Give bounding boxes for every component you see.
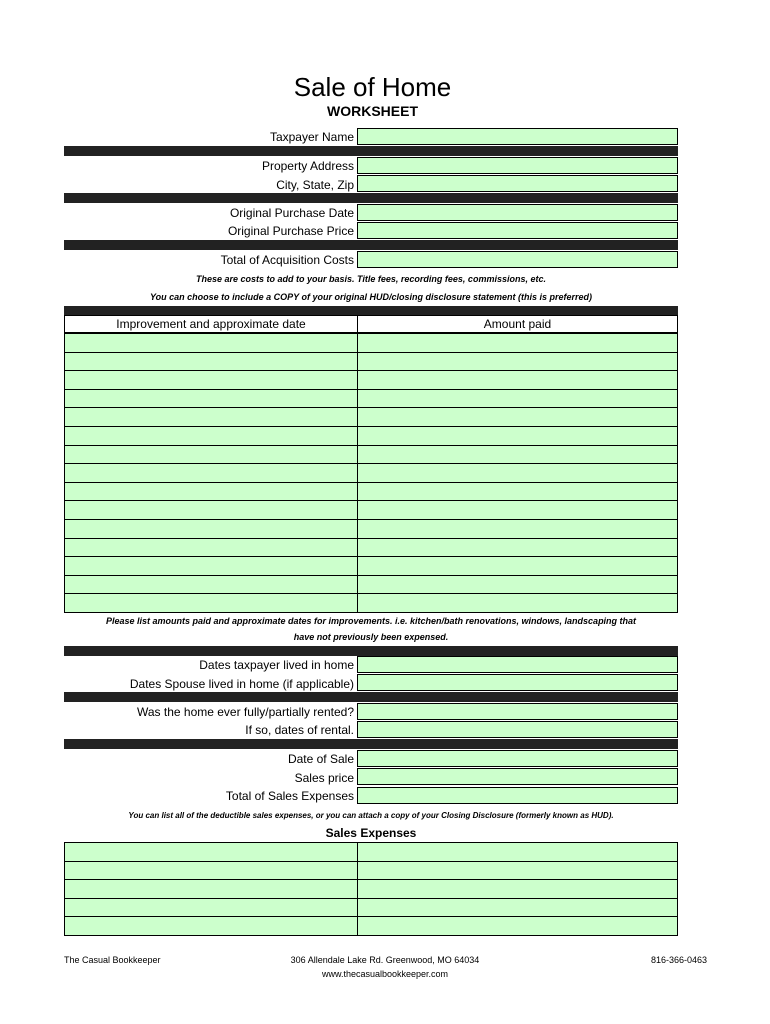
sales-expense-row [64,843,678,862]
improvement-description-cell[interactable] [64,426,358,446]
section-divider [64,146,678,156]
sales-expense-amount-cell[interactable] [357,842,678,862]
sales-expense-amount-cell[interactable] [357,861,678,881]
improvement-amount-cell[interactable] [357,519,678,539]
acquisition-note-line1: These are costs to add to your basis. Title fees, recording fees, commissions, etc. [196,274,546,284]
improvement-row [64,427,678,446]
sales-expense-description-cell[interactable] [64,898,358,918]
improvement-description-cell[interactable] [64,482,358,502]
sales-expense-amount-cell[interactable] [357,898,678,918]
improvement-description-cell[interactable] [64,519,358,539]
improvement-row [64,520,678,539]
dates-taxpayer-lived-field[interactable] [357,656,678,673]
sales-expenses-table [64,843,678,936]
improvement-description-cell[interactable] [64,575,358,595]
dates-of-rental-label: If so, dates of rental. [245,723,354,737]
sales-expense-amount-cell[interactable] [357,879,678,899]
improvement-description-cell[interactable] [64,370,358,390]
original-purchase-price-label: Original Purchase Price [227,224,354,238]
taxpayer-name-field[interactable] [357,128,678,145]
dates-spouse-lived-field[interactable] [357,674,678,691]
improvements-header-right: Amount paid [357,315,678,333]
total-acquisition-costs-label: Total of Acquisition Costs [220,253,354,267]
improvement-amount-cell[interactable] [357,370,678,390]
taxpayer-name-label: Taxpayer Name [269,130,354,144]
improvement-amount-cell[interactable] [357,426,678,446]
improvement-row [64,594,678,613]
improvement-row [64,408,678,427]
acquisition-note-line2: You can choose to include a COPY of your original HUD/closing disclosure statement (this is preferred) [149,292,593,302]
improvement-description-cell[interactable] [64,593,358,613]
date-of-sale-label: Date of Sale [287,752,354,766]
improvement-row [64,576,678,595]
improvement-amount-cell[interactable] [357,352,678,372]
date-of-sale-field[interactable] [357,750,678,767]
sales-expense-row [64,917,678,936]
improvements-table [64,334,678,613]
sales-expense-description-cell[interactable] [64,916,358,936]
sales-expenses-title: Sales Expenses [325,826,417,840]
improvement-amount-cell[interactable] [357,556,678,576]
improvement-amount-cell[interactable] [357,538,678,558]
total-acquisition-costs-field[interactable] [357,251,678,268]
footer-website[interactable]: www.thecasualbookkeeper.com [321,969,449,979]
rented-question-field[interactable] [357,703,678,720]
improvement-row [64,483,678,502]
improvement-amount-cell[interactable] [357,333,678,353]
rented-question-label: Was the home ever fully/partially rented? [137,705,354,719]
dates-taxpayer-lived-label: Dates taxpayer lived in home [199,658,354,672]
footer-company: The Casual Bookkeeper [64,955,161,965]
section-divider [64,193,678,203]
improvement-row [64,334,678,353]
sales-price-label: Sales price [294,771,354,785]
improvement-description-cell[interactable] [64,333,358,353]
improvements-header-left: Improvement and approximate date [64,315,358,333]
improvement-row [64,353,678,372]
improvement-description-cell[interactable] [64,445,358,465]
improvements-note-line1: Please list amounts paid and approximate dates for improvements. i.e. kitchen/bath renovations, windows, landscaping that [105,616,637,626]
footer-address: 306 Allendale Lake Rd. Greenwood, MO 64034 [290,955,480,965]
sales-expense-row [64,862,678,881]
improvement-row [64,539,678,558]
improvement-row [64,464,678,483]
improvement-amount-cell[interactable] [357,593,678,613]
improvement-description-cell[interactable] [64,389,358,409]
sales-expense-amount-cell[interactable] [357,916,678,936]
page-subtitle: WORKSHEET [327,103,418,119]
improvement-amount-cell[interactable] [357,500,678,520]
improvement-row [64,501,678,520]
sales-price-field[interactable] [357,768,678,785]
section-divider [64,646,678,656]
improvement-amount-cell[interactable] [357,389,678,409]
page-title: Sale of Home [293,72,452,102]
improvement-description-cell[interactable] [64,352,358,372]
section-divider [64,692,678,702]
improvement-description-cell[interactable] [64,407,358,427]
dates-of-rental-field[interactable] [357,721,678,738]
original-purchase-date-field[interactable] [357,204,678,221]
section-divider [64,739,678,749]
improvement-row [64,557,678,576]
improvement-amount-cell[interactable] [357,463,678,483]
sales-expense-row [64,899,678,918]
improvement-amount-cell[interactable] [357,575,678,595]
city-state-zip-label: City, State, Zip [276,178,354,192]
improvement-row [64,390,678,409]
improvement-amount-cell[interactable] [357,482,678,502]
total-sales-expenses-field[interactable] [357,787,678,804]
sales-expense-description-cell[interactable] [64,842,358,862]
sales-expense-description-cell[interactable] [64,861,358,881]
sales-expense-row [64,880,678,899]
section-divider [64,240,678,250]
sales-expense-description-cell[interactable] [64,879,358,899]
footer-phone: 816-366-0463 [650,955,707,965]
improvement-row [64,371,678,390]
dates-spouse-lived-label: Dates Spouse lived in home (if applicable) [129,677,354,691]
improvement-description-cell[interactable] [64,500,358,520]
improvement-description-cell[interactable] [64,463,358,483]
improvement-description-cell[interactable] [64,556,358,576]
city-state-zip-field[interactable] [357,175,678,192]
improvement-amount-cell[interactable] [357,445,678,465]
original-purchase-price-field[interactable] [357,222,678,239]
property-address-field[interactable] [357,157,678,174]
sales-expenses-note: You can list all of the deductible sales expenses, or you can attach a copy of your Closing Disclosure (formerly known as HUD). [128,811,614,820]
improvements-note-line2: have not previously been expensed. [293,632,449,642]
original-purchase-date-label: Original Purchase Date [229,206,354,220]
property-address-label: Property Address [261,159,354,173]
improvement-row [64,446,678,465]
improvement-amount-cell[interactable] [357,407,678,427]
improvement-description-cell[interactable] [64,538,358,558]
total-sales-expenses-label: Total of Sales Expenses [225,789,354,803]
